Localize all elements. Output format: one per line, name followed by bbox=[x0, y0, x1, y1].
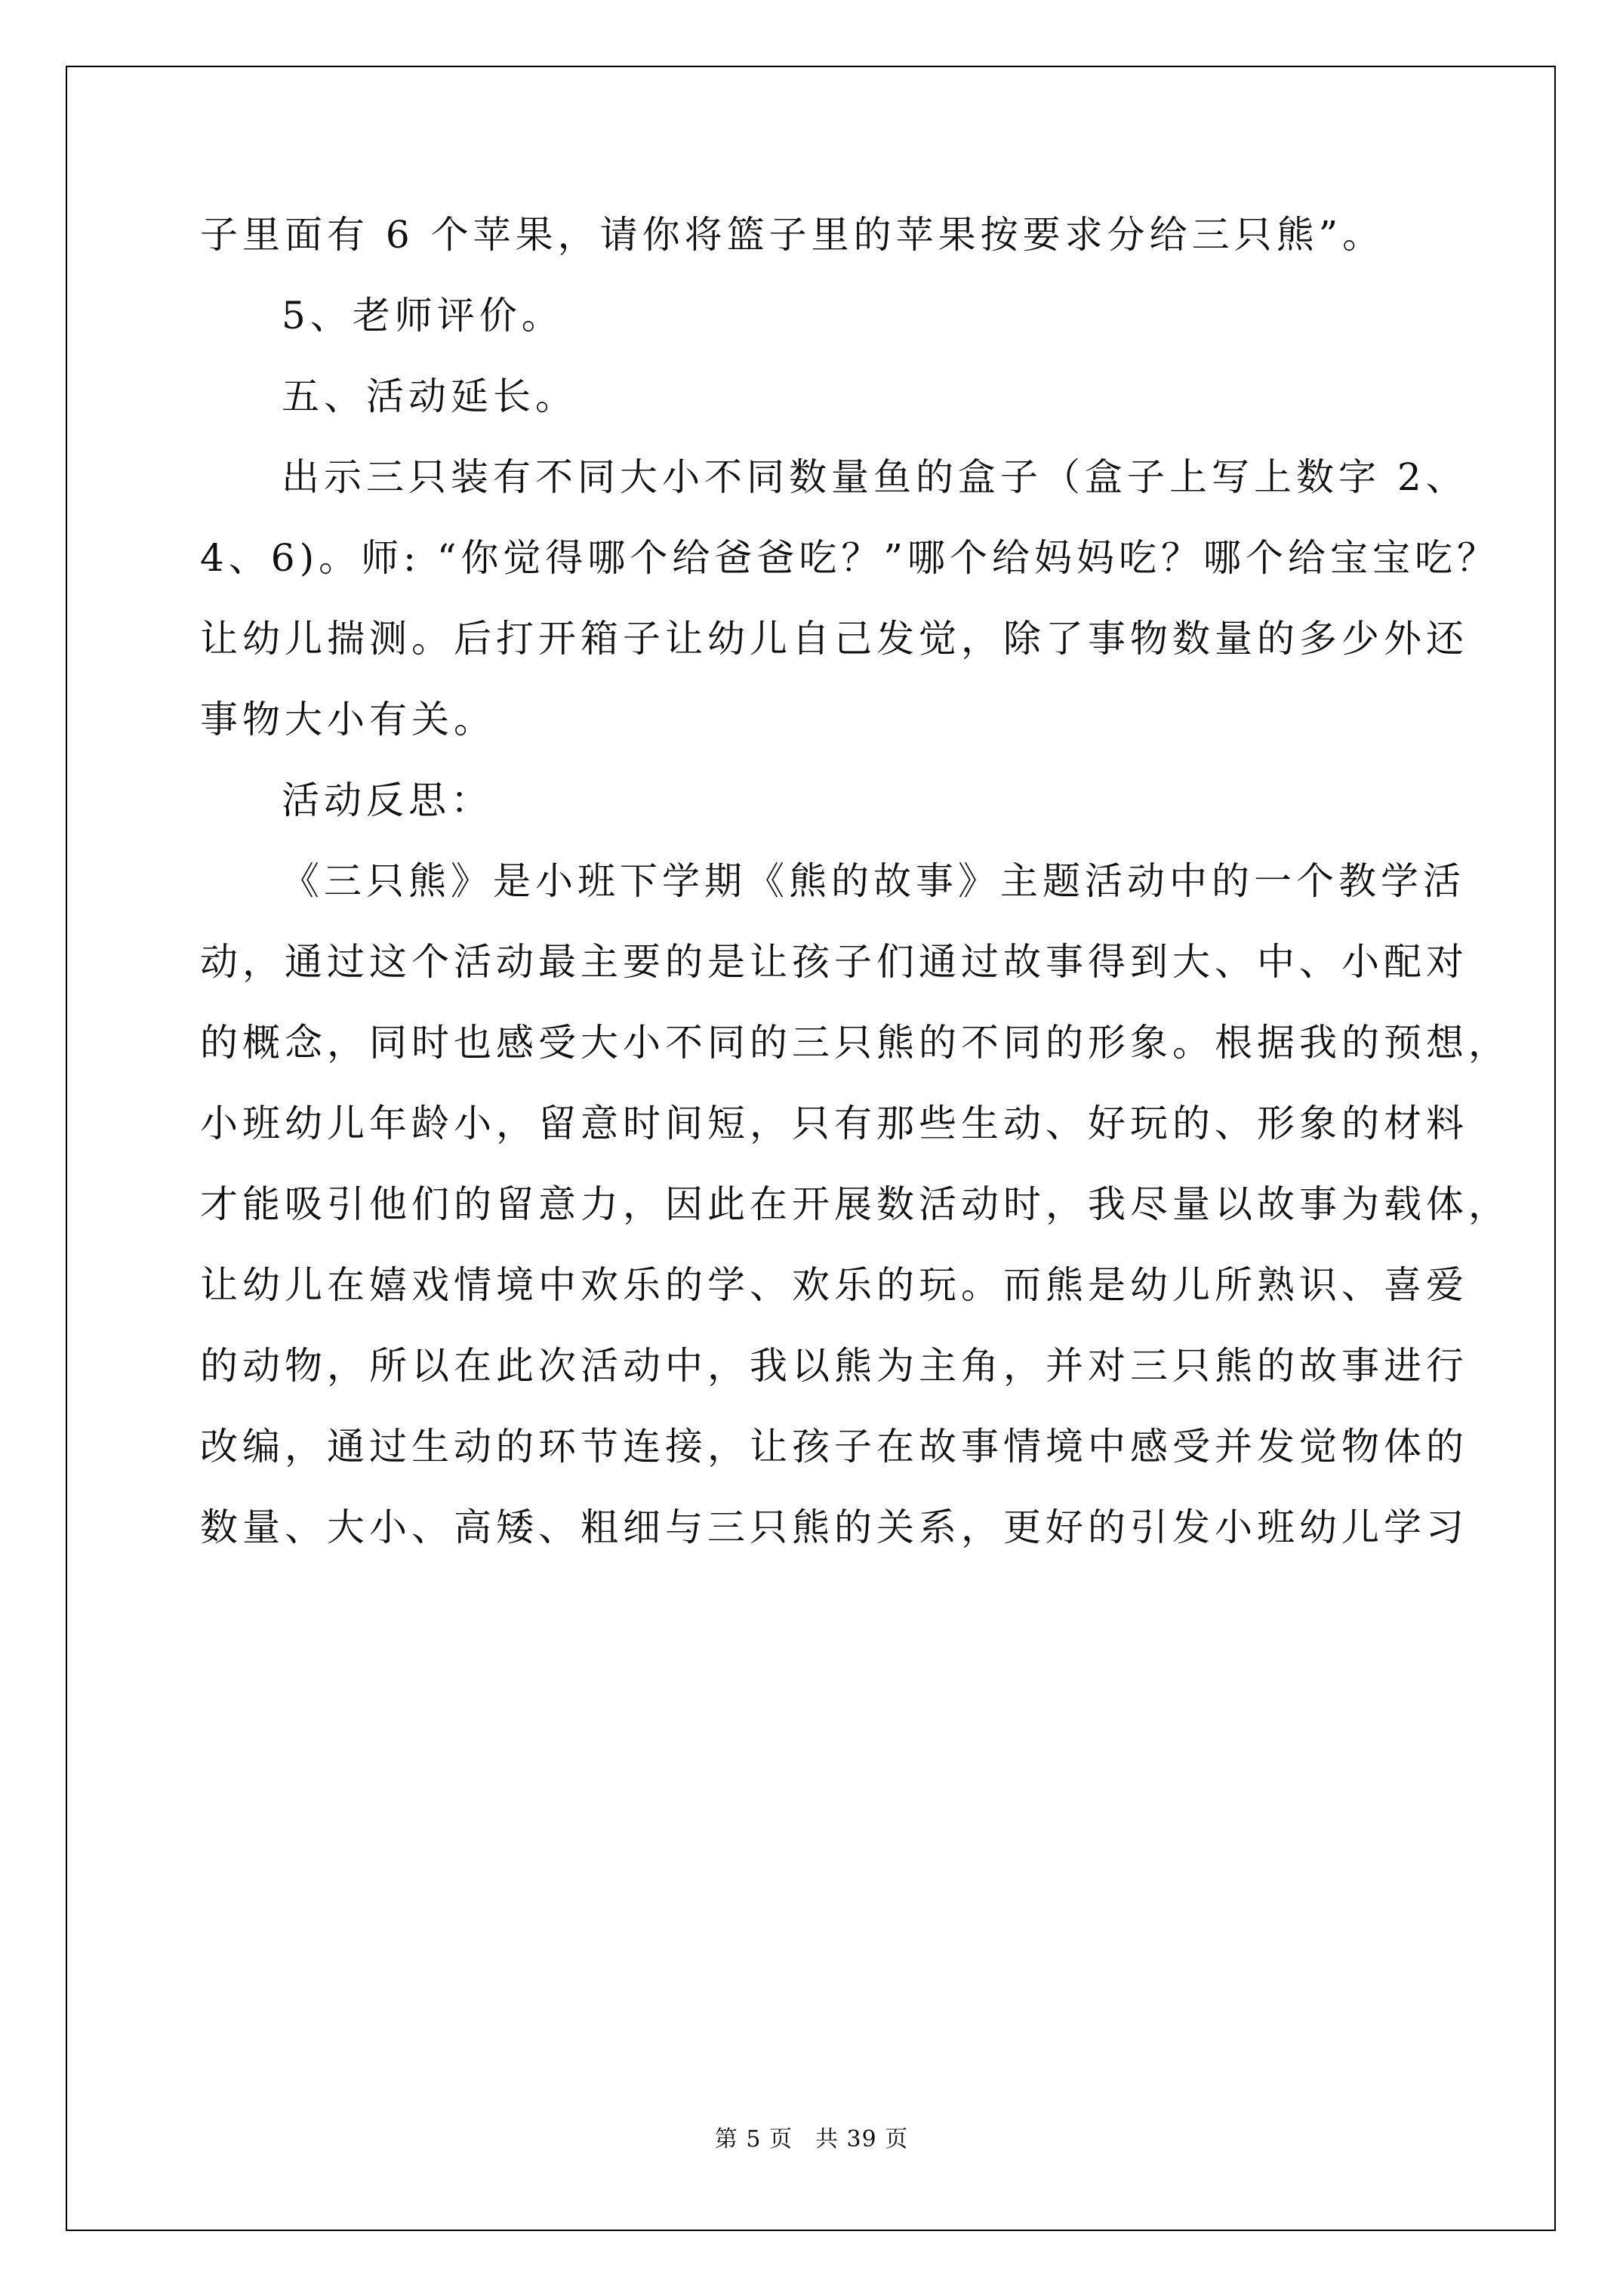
text-line: 改编，通过生动的环节连接，让孩子在故事情境中感受并发觉物体的 bbox=[200, 1425, 1468, 1469]
text-line: 五、活动延长。 bbox=[282, 374, 577, 418]
page-total: 共 39 页 bbox=[815, 2126, 909, 2153]
text-line: 动，通过这个活动最主要的是让孩子们通过故事得到大、中、小配对 bbox=[200, 940, 1468, 984]
text-line: 才能吸引他们的留意力，因此在开展数活动时，我尽量以故事为载体， bbox=[200, 1182, 1511, 1226]
text-line: 数量、大小、高矮、粗细与三只熊的关系，更好的引发小班幼儿学习 bbox=[200, 1505, 1468, 1549]
text-line: 活动反思： bbox=[282, 778, 493, 822]
text-line: 子里面有 6 个苹果，请你将篮子里的苹果按要求分给三只熊”。 bbox=[200, 213, 1385, 257]
text-line: 小班幼儿年龄小，留意时间短，只有那些生动、好玩的、形象的材料 bbox=[200, 1102, 1468, 1145]
text-line: 4、6)。师: “你觉得哪个给爸爸吃？”哪个给妈妈吃？哪个给宝宝吃？ bbox=[200, 536, 1499, 580]
page-number: 第 5 页 bbox=[714, 2126, 793, 2153]
page-footer bbox=[0, 2120, 1623, 2153]
text-line: 事物大小有关。 bbox=[200, 698, 496, 741]
text-line: 《三只熊》是小班下学期《熊的故事》主题活动中的一个教学活 bbox=[282, 859, 1465, 903]
text-line: 让幼儿揣测。后打开箱子让幼儿自己发觉，除了事物数量的多少外还 bbox=[200, 617, 1468, 661]
text-line: 的概念，同时也感受大小不同的三只熊的不同的形象。根据我的预想， bbox=[200, 1021, 1511, 1065]
text-line: 出示三只装有不同大小不同数量鱼的盒子（盒子上写上数字 2、 bbox=[282, 455, 1468, 499]
document-body bbox=[200, 195, 1511, 1568]
text-line: 的动物，所以在此次活动中，我以熊为主角，并对三只熊的故事进行 bbox=[200, 1344, 1468, 1388]
text-line: 让幼儿在嬉戏情境中欢乐的学、欢乐的玩。而熊是幼儿所熟识、喜爱 bbox=[200, 1263, 1468, 1307]
text-line: 5、老师评价。 bbox=[282, 294, 564, 337]
